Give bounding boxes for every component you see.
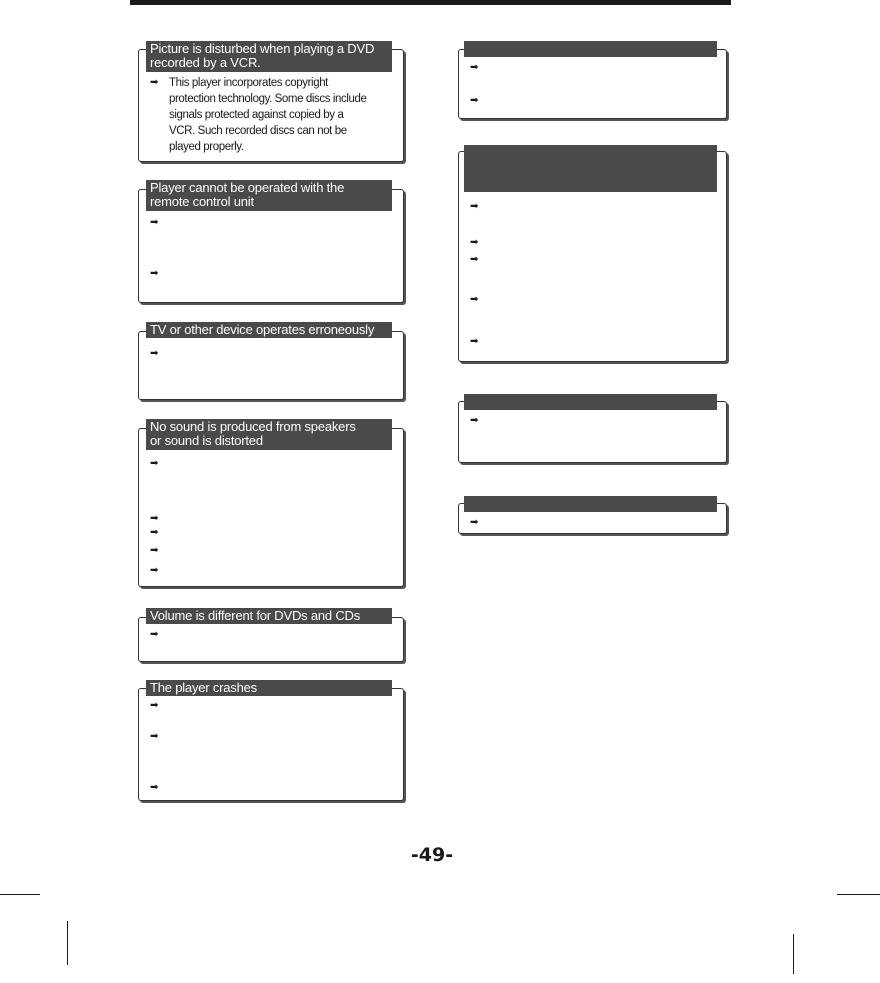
crop-mark-left-horizontal xyxy=(0,894,40,895)
troubleshoot-box-right-1 xyxy=(458,49,727,119)
arrow-bullet-icon: ➡ xyxy=(470,201,479,212)
crop-mark-right-horizontal xyxy=(837,894,880,895)
heading-line: Volume is different for DVDs and CDs xyxy=(150,608,361,623)
box-heading-dvd-vcr xyxy=(146,41,392,72)
troubleshoot-box-crashes xyxy=(138,688,404,801)
arrow-bullet-icon: ➡ xyxy=(150,565,159,576)
arrow-bullet-icon: ➡ xyxy=(470,237,479,248)
heading-line: TV or other device operates erroneously xyxy=(150,322,375,337)
heading-line: No sound is produced from speakers xyxy=(150,419,356,434)
arrow-bullet-icon: ➡ xyxy=(470,95,479,106)
box-heading-crashes xyxy=(146,680,392,696)
box-heading-no-sound xyxy=(146,419,392,450)
troubleshoot-box-tv-device xyxy=(138,331,404,400)
arrow-bullet-icon: ➡ xyxy=(470,254,479,265)
arrow-bullet-icon: ➡ xyxy=(150,77,159,88)
box-heading-right-2 xyxy=(464,145,717,192)
arrow-bullet-icon: ➡ xyxy=(150,348,159,359)
heading-line: or sound is distorted xyxy=(150,433,263,448)
heading-line: remote control unit xyxy=(150,194,254,209)
arrow-bullet-icon: ➡ xyxy=(150,458,159,469)
box-heading-volume xyxy=(146,608,392,624)
arrow-bullet-icon: ➡ xyxy=(470,336,479,347)
box-heading-tv-device xyxy=(146,322,392,338)
heading-line: Picture is disturbed when playing a DVD xyxy=(150,41,375,56)
arrow-bullet-icon: ➡ xyxy=(470,415,479,426)
arrow-bullet-icon: ➡ xyxy=(150,629,159,640)
arrow-bullet-icon: ➡ xyxy=(150,782,159,793)
arrow-bullet-icon: ➡ xyxy=(150,268,159,279)
page-number: -49- xyxy=(410,844,454,866)
box-heading-right-4 xyxy=(464,496,717,512)
heading-line: The player crashes xyxy=(150,680,257,695)
box-heading-right-3 xyxy=(464,394,717,410)
arrow-bullet-icon: ➡ xyxy=(470,62,479,73)
arrow-bullet-icon: ➡ xyxy=(150,217,159,228)
arrow-bullet-icon: ➡ xyxy=(150,545,159,556)
heading-line: Player cannot be operated with the xyxy=(150,180,345,195)
arrow-bullet-icon: ➡ xyxy=(150,513,159,524)
top-rule xyxy=(130,0,731,5)
troubleshoot-box-right-3 xyxy=(458,401,727,463)
arrow-bullet-icon: ➡ xyxy=(150,700,159,711)
box-heading-right-1 xyxy=(464,41,717,57)
arrow-bullet-icon: ➡ xyxy=(470,517,479,528)
crop-mark-left-vertical xyxy=(67,921,68,965)
arrow-bullet-icon: ➡ xyxy=(150,731,159,742)
troubleshoot-box-no-sound xyxy=(138,428,404,587)
arrow-bullet-icon: ➡ xyxy=(150,527,159,538)
box-heading-remote xyxy=(146,180,392,211)
answer-text: This player incorporates copyright protection technology. Some discs include signals protected against copied by a VCR. Such recorded discs can not be played properly. xyxy=(169,77,367,153)
crop-mark-right-vertical xyxy=(793,934,794,974)
arrow-bullet-icon: ➡ xyxy=(470,294,479,305)
heading-line: recorded by a VCR. xyxy=(150,55,261,70)
